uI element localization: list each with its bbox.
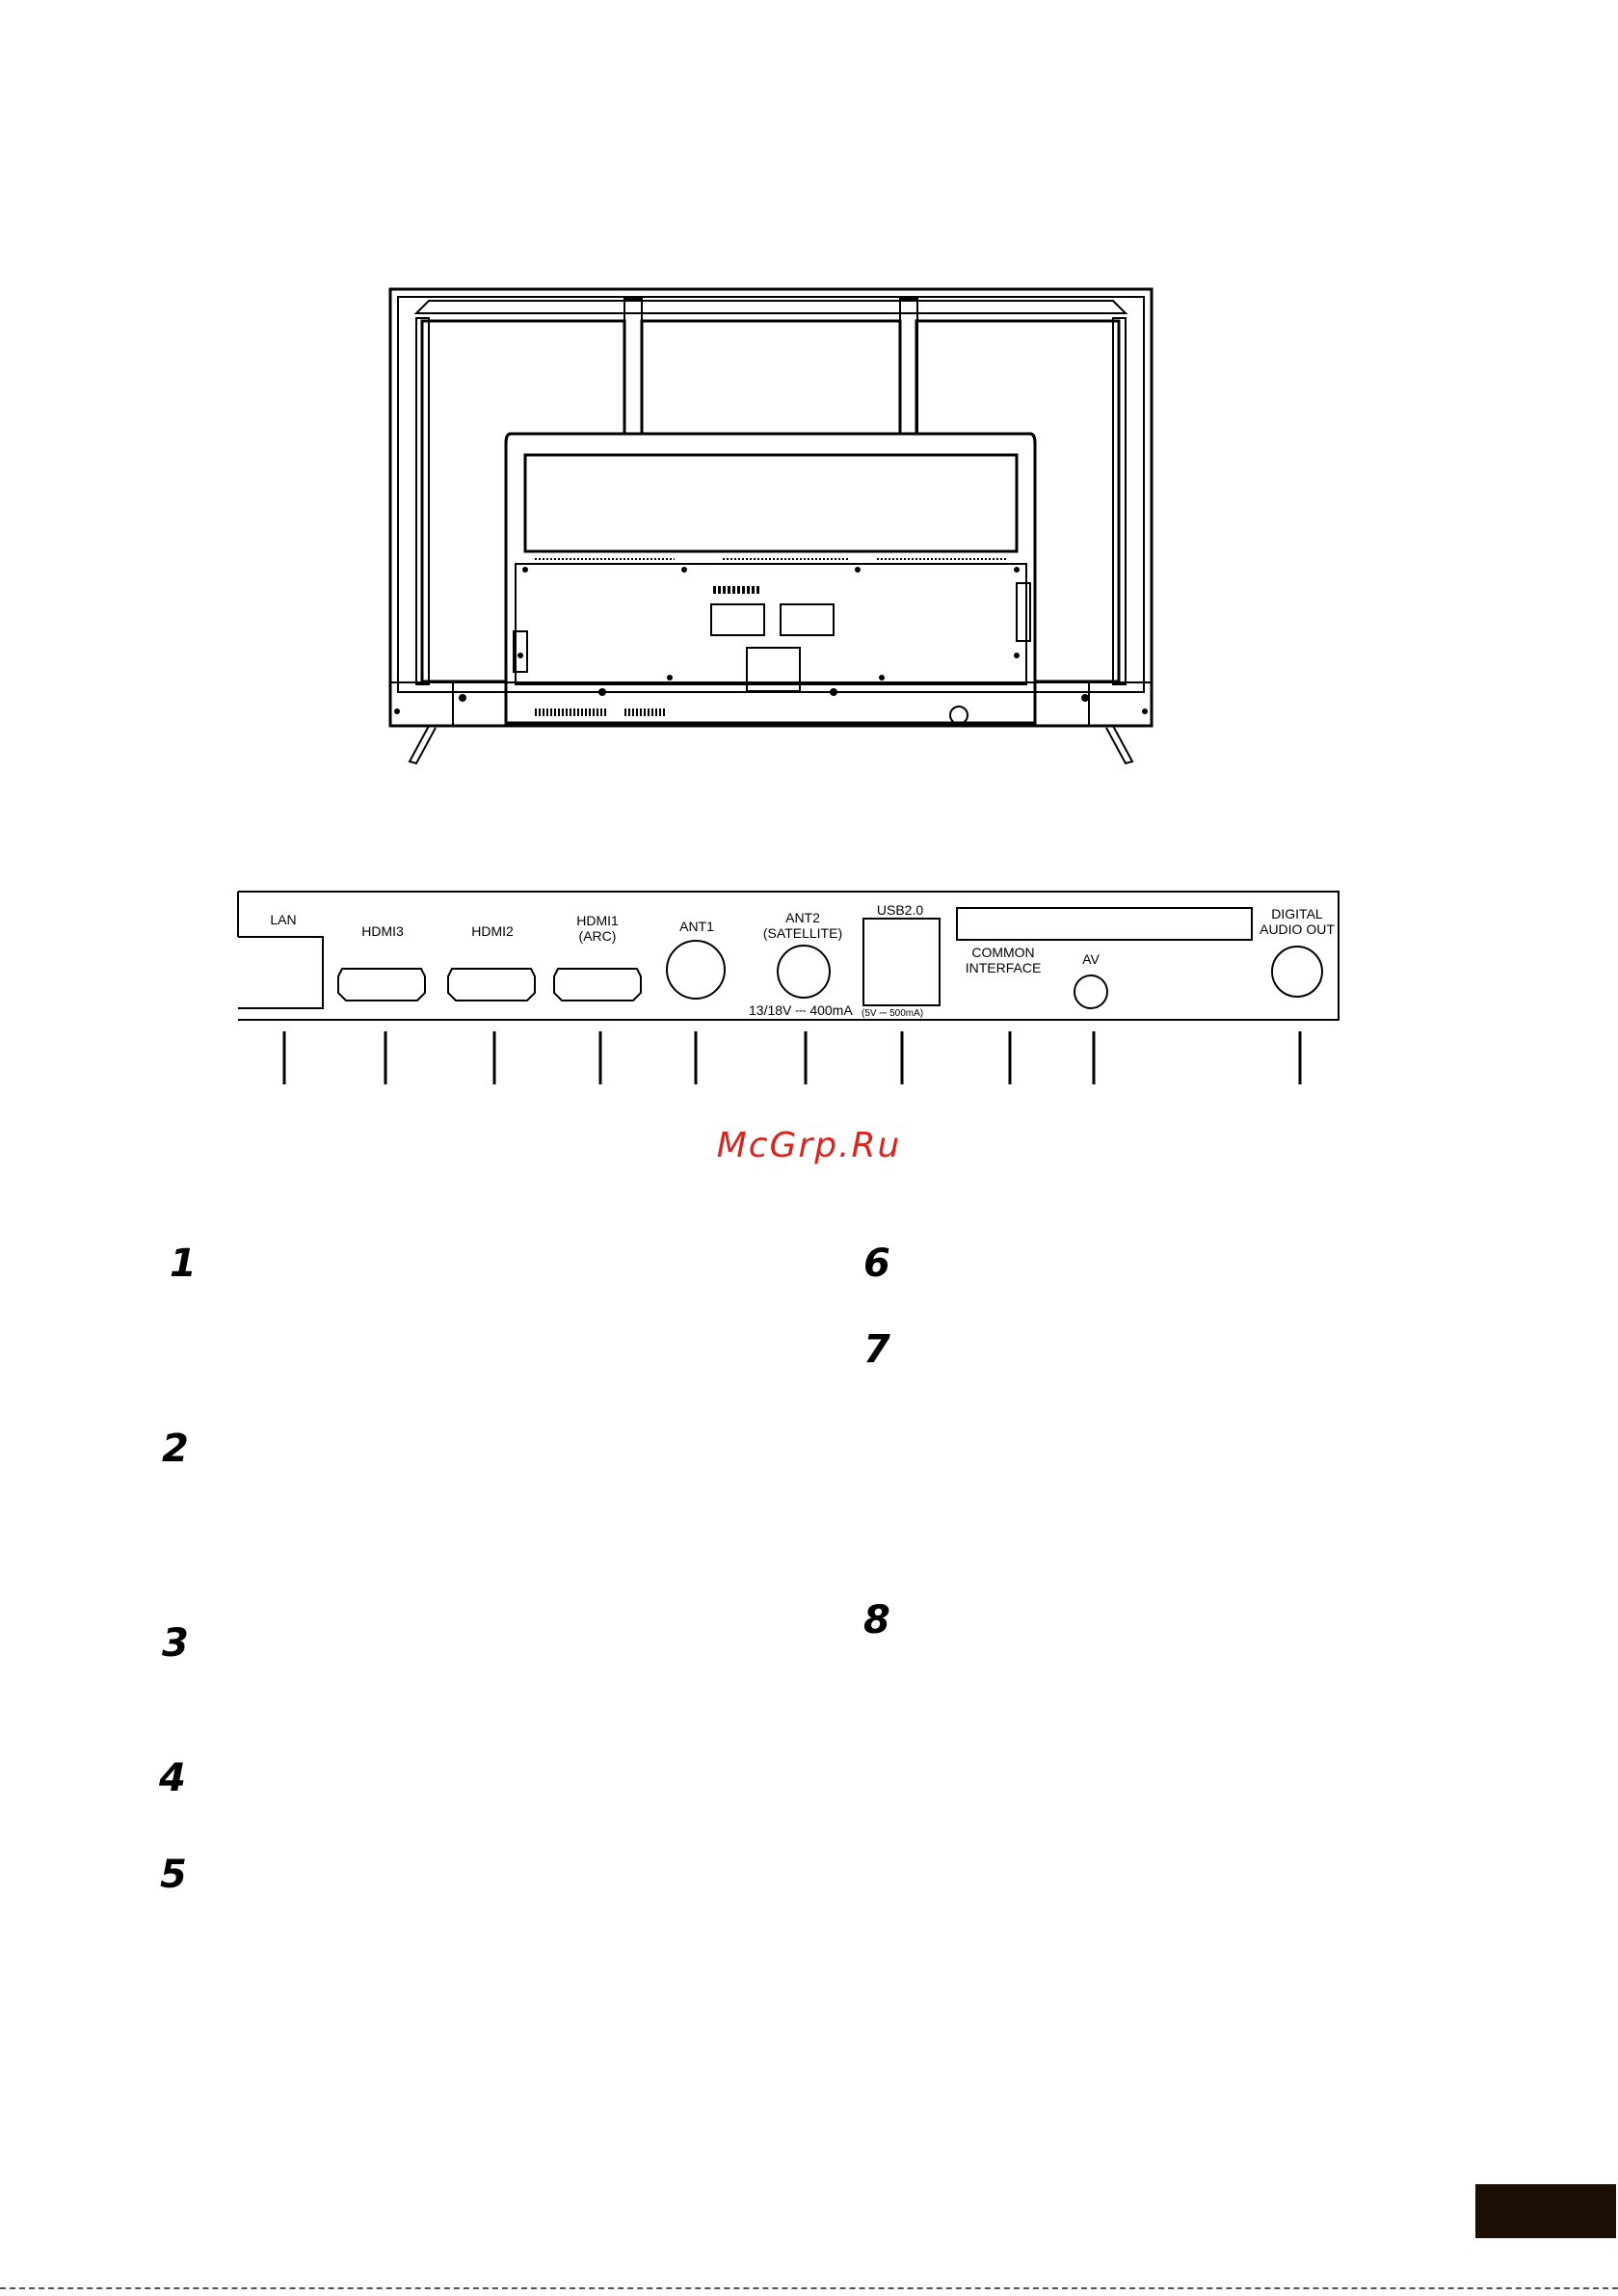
ant2-spec-label: 13/18V ⎓ 400mA xyxy=(749,1002,853,1018)
digital-label-line1: DIGITAL xyxy=(1271,906,1323,921)
ant2-label-line1: ANT2 xyxy=(785,910,820,925)
hdmi3-port-label: HDMI3 xyxy=(361,923,404,939)
hdmi1-label-line2: (ARC) xyxy=(578,928,617,944)
usb-port-label: USB2.0 xyxy=(876,902,924,918)
item-number-1: 1 xyxy=(170,1241,197,1286)
item-number-2: 2 xyxy=(162,1427,189,1471)
item-number-5: 5 xyxy=(160,1853,187,1897)
ant2-label-line2: (SATELLITE) xyxy=(762,925,843,941)
item-number-7: 7 xyxy=(863,1327,890,1372)
ci-label-line2: INTERFACE xyxy=(965,960,1042,975)
av-port-label: AV xyxy=(1082,951,1100,967)
item-number-4: 4 xyxy=(159,1756,186,1801)
hdmi2-port-label: HDMI2 xyxy=(471,923,514,939)
hdmi1-port-label xyxy=(576,913,619,944)
page-number-tab xyxy=(1475,2184,1616,2238)
usb-spec-label: (5V ⎓ 500mA) xyxy=(862,1008,924,1019)
ant1-port-label: ANT1 xyxy=(679,919,714,934)
footer-divider xyxy=(0,2287,1618,2289)
ci-label-line1: COMMON xyxy=(971,945,1035,960)
item-number-3: 3 xyxy=(162,1621,189,1666)
hdmi1-label-line1: HDMI1 xyxy=(576,913,619,928)
watermark: McGrp.Ru xyxy=(716,1126,902,1165)
lan-port-label: LAN xyxy=(270,912,297,927)
item-number-8: 8 xyxy=(863,1598,890,1642)
digital-label-line2: AUDIO OUT xyxy=(1260,921,1335,937)
ant2-port-label xyxy=(763,910,842,941)
digital-audio-out-label xyxy=(1260,906,1335,937)
common-interface-label xyxy=(966,945,1042,975)
item-number-6: 6 xyxy=(863,1241,890,1286)
